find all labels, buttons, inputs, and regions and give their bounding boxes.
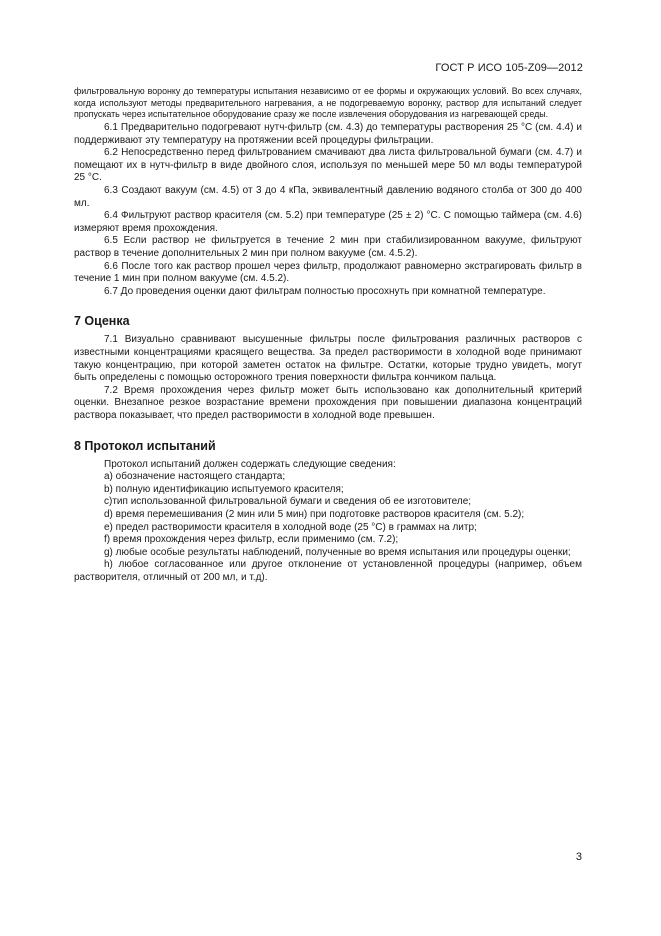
report-items-list bbox=[74, 471, 582, 584]
intro-paragraph: фильтровальную воронку до температуры испытания независимо от ее формы и окружающих условий. Во всех случаях, когда используют методы предварительного нагревания, а не подогреваемую воронку, раствор для испытаний следует пропускать через испытательное оборудование сразу же после извлечения оборудования из нагревающей среды. bbox=[74, 86, 582, 120]
list-item: a) обозначение настоящего стандарта; bbox=[104, 471, 286, 483]
step-6-4: 6.4 Фильтруют раствор красителя (см. 5.2) при температуре (25 ± 2) °С. С помощью таймера (см. 4.6) измеряют время прохождения. bbox=[74, 210, 582, 234]
step-6-6: 6.6 После того как раствор прошел через фильтр, продолжают равномерно экстрагировать фильтр в течение 1 мин при полном вакууме (см. 4.5.2). bbox=[74, 260, 582, 285]
list-item: d) время перемешивания (2 мин или 5 мин) при подготовке растворов красителя (см. 5.2); bbox=[104, 508, 525, 520]
page-content bbox=[74, 86, 582, 585]
list-item: h) любое согласованное или другое отклонение от установленной процедуры (например, объем растворителя, отличный от 200 мл, и т.д). bbox=[74, 559, 582, 583]
section-7-heading: 7 Оценка bbox=[74, 314, 130, 329]
step-6-7: 6.7 До проведения оценки дают фильтрам полностью просохнуть при комнатной температуре. bbox=[104, 285, 546, 297]
step-6-5: 6.5 Если раствор не фильтруется в течение 2 мин при стабилизированном вакууме, фильтруют раствор в течение дополнительных 2 мин при полном вакууме (см. 4.5.2). bbox=[74, 235, 582, 260]
list-item: g) любые особые результаты наблюдений, полученные во время испытания или процедуры оценки; bbox=[104, 546, 571, 558]
section-8-lead: Протокол испытаний должен содержать следующие сведения: bbox=[104, 458, 396, 470]
step-6-2: 6.2 Непосредственно перед фильтрованием смачивают два листа фильтровальной бумаги (см. 4.7) и помещают их в нутч-фильтр в виде двойного слоя, используя по меньшей мере 50 мл воды температурой 25 °С. bbox=[74, 147, 582, 184]
list-item: b) полную идентификацию испытуемого красителя; bbox=[104, 483, 344, 495]
document-standard-header: ГОСТ Р ИСО 105-Z09—2012 bbox=[435, 62, 583, 74]
step-6-1: 6.1 Предварительно подогревают нутч-фильтр (см. 4.3) до температуры растворения 25 °С (см. 4.4) и поддерживают эту температуру на протяжении всей процедуры фильтрации. bbox=[74, 122, 582, 146]
page-number: 3 bbox=[575, 851, 582, 863]
list-item: e) предел растворимости красителя в холодной воде (25 °С) в граммах на литр; bbox=[104, 521, 477, 533]
procedure-steps bbox=[74, 122, 582, 298]
paragraph-7-1: 7.1 Визуально сравнивают высушенные фильтры после фильтрования различных растворов с известными концентрациями красящего вещества. За предел растворимости в холодной воде принимают такую концентрацию, при которой заметен остаток на фильтре. Остатки, которые трудно увидеть, могут быть определены с помощью осторожного трения поверхности фильтра кончиком пальца. bbox=[74, 334, 582, 384]
list-item: f) время прохождения через фильтр, если применимо (см. 7.2); bbox=[104, 534, 399, 546]
paragraph-7-2: 7.2 Время прохождения через фильтр может быть использовано как дополнительный критерий оценки. Внезапное резкое возрастание времени прохождения при повышении диапазона концентраций раствора показывает, что предел растворимости в холодной воде превышен. bbox=[74, 384, 582, 421]
list-item: c)тип использованной фильтровальной бумаги и сведения об ее изготовителе; bbox=[104, 496, 472, 508]
section-8-heading: 8 Протокол испытаний bbox=[74, 438, 216, 453]
step-6-3: 6.3 Создают вакуум (см. 4.5) от 3 до 4 кПа, эквивалентный давлению водяного столба от 300 до 400 мл. bbox=[74, 185, 582, 209]
